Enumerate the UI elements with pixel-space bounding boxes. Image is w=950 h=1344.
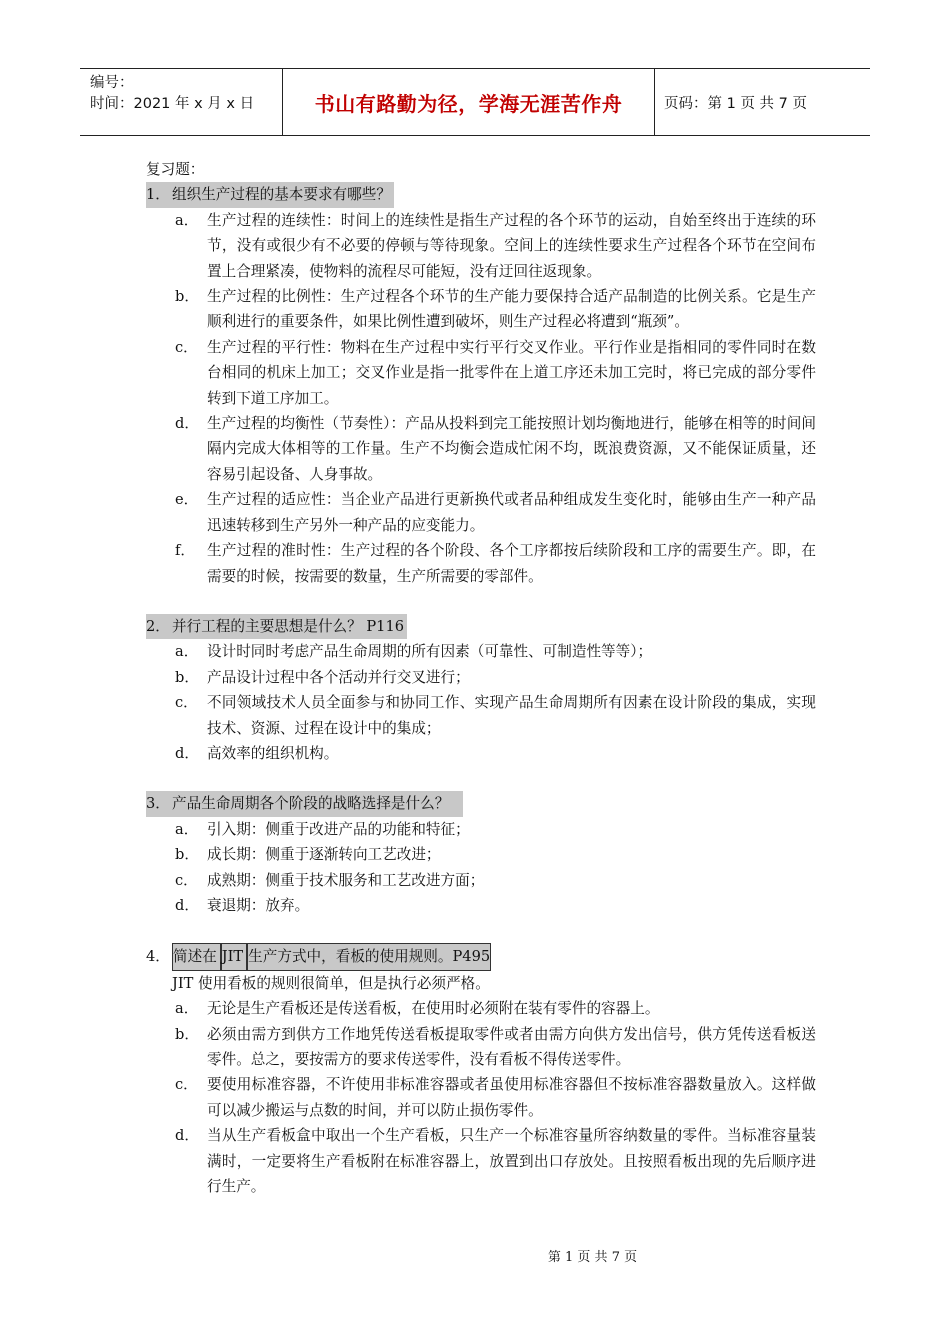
header-right: [655, 69, 870, 135]
list-item: [146, 411, 816, 487]
question-text-part1: 简述在: [172, 943, 221, 970]
list-item: [146, 639, 816, 664]
page-info: 页码：第 1 页 共 7 页: [664, 95, 807, 112]
list-item: [146, 842, 816, 867]
question-number: 4．: [146, 948, 170, 966]
item-label: f．: [175, 542, 195, 560]
list-item: [146, 284, 816, 335]
header-center: [283, 69, 655, 135]
list-item: [146, 868, 816, 893]
question-1: [146, 182, 816, 207]
list-item: [146, 487, 816, 538]
question-3: [146, 791, 816, 816]
item-text: 当从生产看板盒中取出一个生产看板，只生产一个标准容量所容纳数量的零件。当标准容量装满时，一定要将生产看板附在标准容器上，放置到出口存放处。且按照看板出现的先后顺序进行生产。: [207, 1127, 816, 1196]
item-text: 生产过程的比例性：生产过程各个环节的生产能力要保持合适产品制造的比例关系。它是生产顺利进行的重要条件，如果比例性遭到破坏，则生产过程必将遭到“瓶颈”。: [207, 288, 816, 331]
list-item: [146, 817, 816, 842]
item-label: b．: [175, 288, 199, 306]
item-label: b．: [175, 1025, 199, 1043]
item-label: c．: [175, 1076, 198, 1094]
question-text-part2: 生产方式中，看板的使用规则。P495: [247, 943, 491, 970]
header-left: [80, 69, 283, 135]
item-text: 必须由需方到供方工作地凭传送看板提取零件或者由需方向供方发出信号，供方凭传送看板送零件。总之，要按需方的要求传送零件，没有看板不得传送零件。: [207, 1025, 816, 1068]
item-label: c．: [175, 694, 198, 712]
item-text: 生产过程的平行性：物料在生产过程中实行平行交叉作业。平行作业是指相同的零件同时在数台相同的机床上加工；交叉作业是指一批零件在上道工序还未加工完时，将已完成的部分零件转到下道工序加工。: [207, 338, 816, 407]
list-item: [146, 1072, 816, 1123]
list-item: [146, 1022, 816, 1073]
doc-title: 复习题：: [146, 161, 205, 178]
question-2: [146, 614, 816, 639]
question-text: 组织生产过程的基本要求有哪些？: [172, 182, 394, 207]
item-text: 生产过程的适应性：当企业产品进行更新换代或者品种组成发生变化时，能够由生产一种产品迅速转移到生产另外一种产品的应变能力。: [207, 491, 816, 534]
item-text: 高效率的组织机构。: [207, 744, 339, 762]
list-item: [146, 335, 816, 411]
item-label: d．: [175, 744, 199, 762]
question-text: 产品生命周期各个阶段的战略选择是什么？: [172, 791, 463, 816]
number-label: 编号：: [90, 75, 134, 91]
item-text: 不同领域技术人员全面参与和协同工作、实现产品生命周期所有因素在设计阶段的集成，实现技术、资源、过程在设计中的集成；: [207, 694, 816, 737]
spacer: [146, 589, 816, 614]
item-label: a．: [175, 643, 199, 661]
item-label: c．: [175, 338, 198, 356]
document-body: [146, 157, 816, 1199]
question-number: 2．: [146, 614, 172, 639]
page-header: [80, 68, 870, 136]
item-text: 引入期：侧重于改进产品的功能和特征；: [207, 820, 470, 838]
list-item: [146, 665, 816, 690]
question-4-intro: JIT 使用看板的规则很简单，但是执行必须严格。: [172, 974, 490, 992]
page-footer: 第 1 页 共 7 页: [547, 1250, 638, 1265]
item-label: d．: [175, 896, 199, 914]
item-label: a．: [175, 820, 199, 838]
item-text: 要使用标准容器，不许使用非标准容器或者虽使用标准容器但不按标准容器数量放入。这样做可以减少搬运与点数的时间，并可以防止损伤零件。: [207, 1076, 816, 1119]
item-text: 衰退期：放弃。: [207, 896, 310, 914]
item-label: d．: [175, 1127, 199, 1145]
item-text: 生产过程的准时性：生产过程的各个阶段、各个工序都按后续阶段和工序的需要生产。即，在需要的时候，按需要的数量，生产所需要的零部件。: [207, 542, 816, 585]
item-label: b．: [175, 846, 199, 864]
question-text: 并行工程的主要思想是什么？ P116: [172, 614, 407, 639]
item-label: a．: [175, 211, 199, 229]
question-4: [146, 943, 816, 970]
item-text: 无论是生产看板还是传送看板，在使用时必须附在装有零件的容器上。: [207, 1000, 660, 1018]
spacer: [146, 918, 816, 943]
item-label: b．: [175, 668, 199, 686]
item-text: 成长期：侧重于逐渐转向工艺改进；: [207, 846, 441, 864]
time-label: 时间：2021 年 x 月 x 日: [90, 96, 255, 112]
question-number: 1．: [146, 182, 172, 207]
item-label: e．: [175, 491, 199, 509]
list-item: [146, 893, 816, 918]
item-text: 产品设计过程中各个活动并行交叉进行；: [207, 668, 470, 686]
item-text: 成熟期：侧重于技术服务和工艺改进方面；: [207, 871, 485, 889]
item-text: 设计时同时考虑产品生命周期的所有因素（可靠性、可制造性等等）；: [207, 643, 653, 661]
item-label: a．: [175, 1000, 199, 1018]
list-item: [146, 1123, 816, 1199]
item-text: 生产过程的连续性：时间上的连续性是指生产过程的各个环节的运动，自始至终出于连续的环节，没有或很少有不必要的停顿与等待现象。空间上的连续性要求生产过程各个环节在空间布置上合理紧凑，使物料的流程尽可能短，没有迂回往返现象。: [207, 211, 816, 280]
item-text: 生产过程的均衡性（节奏性）：产品从投料到完工能按照计划均衡地进行，能够在相等的时间间隔内完成大体相等的工作量。生产不均衡会造成忙闲不均，既浪费资源，又不能保证质量，还容易引起设备、人身事故。: [207, 415, 816, 483]
item-label: d．: [175, 415, 199, 433]
list-item: [146, 538, 816, 589]
list-item: [146, 741, 816, 766]
list-item: [146, 690, 816, 741]
question-text-jit: JIT: [221, 943, 247, 970]
list-item: [146, 996, 816, 1021]
question-number: 3．: [146, 791, 172, 816]
spacer: [146, 766, 816, 791]
motto: 书山有路勤为径，学海无涯苦作舟: [314, 91, 623, 116]
item-label: c．: [175, 871, 198, 889]
list-item: [146, 208, 816, 284]
